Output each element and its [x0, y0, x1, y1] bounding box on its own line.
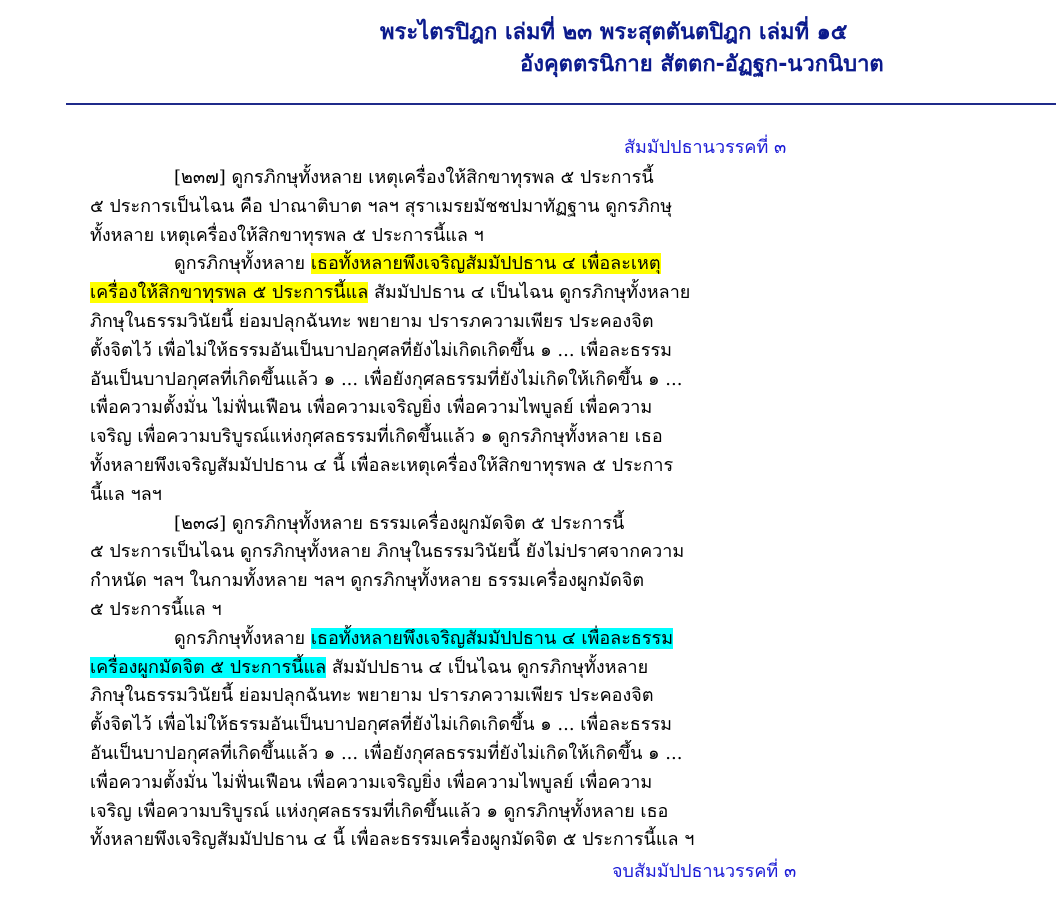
text-line: เจริญ เพื่อความบริบูรณ์แห่งกุศลธรรมที่เกิดขึ้นแล้ว ๑ ดูกรภิกษุทั้งหลาย เธอ — [90, 426, 663, 448]
text-line: อันเป็นบาปอกุศลที่เกิดขึ้นแล้ว ๑ ... เพื่อยังกุศลธรรมที่ยังไม่เกิดให้เกิดขึ้น ๑ ... — [90, 368, 683, 390]
line-text: ดูกรภิกษุทั้งหลาย — [174, 627, 311, 649]
section-end-title: จบสัมมัปปธานวรรคที่ ๓ — [612, 861, 797, 882]
text-line — [90, 625, 820, 654]
text-line: ๕ ประการเป็นไฉน ดูกรภิกษุทั้งหลาย ภิกษุในธรรมวินัยนี้ ยังไม่ปราศจากความ — [90, 541, 685, 563]
highlighted-text: เธอทั้งหลายพึงเจริญสัมมัปปธาน ๔ เพื่อละธรรม — [310, 627, 674, 649]
text-line: นี้แล ฯลฯ — [90, 483, 162, 505]
highlighted-text: เธอทั้งหลายพึงเจริญสัมมัปปธาน ๔ เพื่อละเหตุ — [310, 253, 661, 275]
text-line: ทั้งหลายพึงเจริญสัมมัปปธาน ๔ นี้ เพื่อละธรรมเครื่องผูกมัดจิต ๕ ประการนี้แล ฯ — [90, 829, 695, 851]
text-line: ๕ ประการนี้แล ฯ — [90, 598, 222, 620]
header-title-line2: อังคุตตรนิกาย สัตตก-อัฏฐก-นวกนิบาต — [520, 52, 884, 77]
text-line — [90, 250, 820, 279]
text-line — [90, 654, 820, 683]
line-text: สัมมัปปธาน ๔ เป็นไฉน ดูกรภิกษุทั้งหลาย — [368, 282, 691, 304]
line-text: สัมมัปปธาน ๔ เป็นไฉน ดูกรภิกษุทั้งหลาย — [326, 656, 649, 678]
text-line: ตั้งจิตไว้ เพื่อไม่ให้ธรรมอันเป็นบาปอกุศลที่ยังไม่เกิดเกิดขึ้น ๑ ... เพื่อละธรรม — [90, 714, 672, 736]
page-header — [0, 18, 1056, 80]
text-line: เพื่อความตั้งมั่น ไม่ฟั่นเฟือน เพื่อความเจริญยิ่ง เพื่อความไพบูลย์ เพื่อความ — [90, 397, 653, 419]
text-line — [90, 279, 820, 308]
header-divider — [66, 103, 1056, 105]
section-title: สัมมัปปธานวรรคที่ ๓ — [624, 137, 787, 158]
line-text: ดูกรภิกษุทั้งหลาย — [174, 253, 311, 275]
highlighted-text: เครื่องผูกมัดจิต ๕ ประการนี้แล — [90, 656, 327, 678]
text-line: ทั้งหลาย เหตุเครื่องให้สิกขาทุรพล ๕ ประการนี้แล ฯ — [90, 224, 484, 246]
text-line: ทั้งหลายพึงเจริญสัมมัปปธาน ๔ นี้ เพื่อละเหตุเครื่องให้สิกขาทุรพล ๕ ประการ — [90, 454, 674, 476]
text-line: อันเป็นบาปอกุศลที่เกิดขึ้นแล้ว ๑ ... เพื่อยังกุศลธรรมที่ยังไม่เกิดให้เกิดขึ้น ๑ ... — [90, 742, 683, 764]
text-line: [๒๓๗] ดูกรภิกษุทั้งหลาย เหตุเครื่องให้สิกขาทุรพล ๕ ประการนี้ — [174, 167, 654, 188]
text-line: เจริญ เพื่อความบริบูรณ์ แห่งกุศลธรรมที่เกิดขึ้นแล้ว ๑ ดูกรภิกษุทั้งหลาย เธอ — [90, 800, 669, 822]
text-line: [๒๓๘] ดูกรภิกษุทั้งหลาย ธรรมเครื่องผูกมัดจิต ๕ ประการนี้ — [174, 512, 625, 534]
text-line: ๕ ประการเป็นไฉน คือ ปาณาติบาต ฯลฯ สุราเมรยมัชชปมาทัฏฐาน ดูกรภิกษุ — [90, 195, 673, 217]
header-title-line1: พระไตรปิฎก เล่มที่ ๒๓ พระสุตตันตปิฎก เล่มที่ ๑๕ — [380, 20, 848, 45]
text-line: ตั้งจิตไว้ เพื่อไม่ให้ธรรมอันเป็นบาปอกุศลที่ยังไม่เกิดเกิดขึ้น ๑ ... เพื่อละธรรม — [90, 339, 672, 361]
document-body — [90, 164, 820, 855]
text-line: ภิกษุในธรรมวินัยนี้ ย่อมปลุกฉันทะ พยายาม ปรารภความเพียร ประคองจิต — [90, 685, 654, 707]
text-line: กำหนัด ฯลฯ ในกามทั้งหลาย ฯลฯ ดูกรภิกษุทั้งหลาย ธรรมเครื่องผูกมัดจิต — [90, 570, 645, 592]
text-line: ภิกษุในธรรมวินัยนี้ ย่อมปลุกฉันทะ พยายาม ปรารภความเพียร ประคองจิต — [90, 310, 654, 332]
text-line: เพื่อความตั้งมั่น ไม่ฟั่นเฟือน เพื่อความเจริญยิ่ง เพื่อความไพบูลย์ เพื่อความ — [90, 771, 653, 793]
highlighted-text: เครื่องให้สิกขาทุรพล ๕ ประการนี้แล — [90, 282, 369, 304]
